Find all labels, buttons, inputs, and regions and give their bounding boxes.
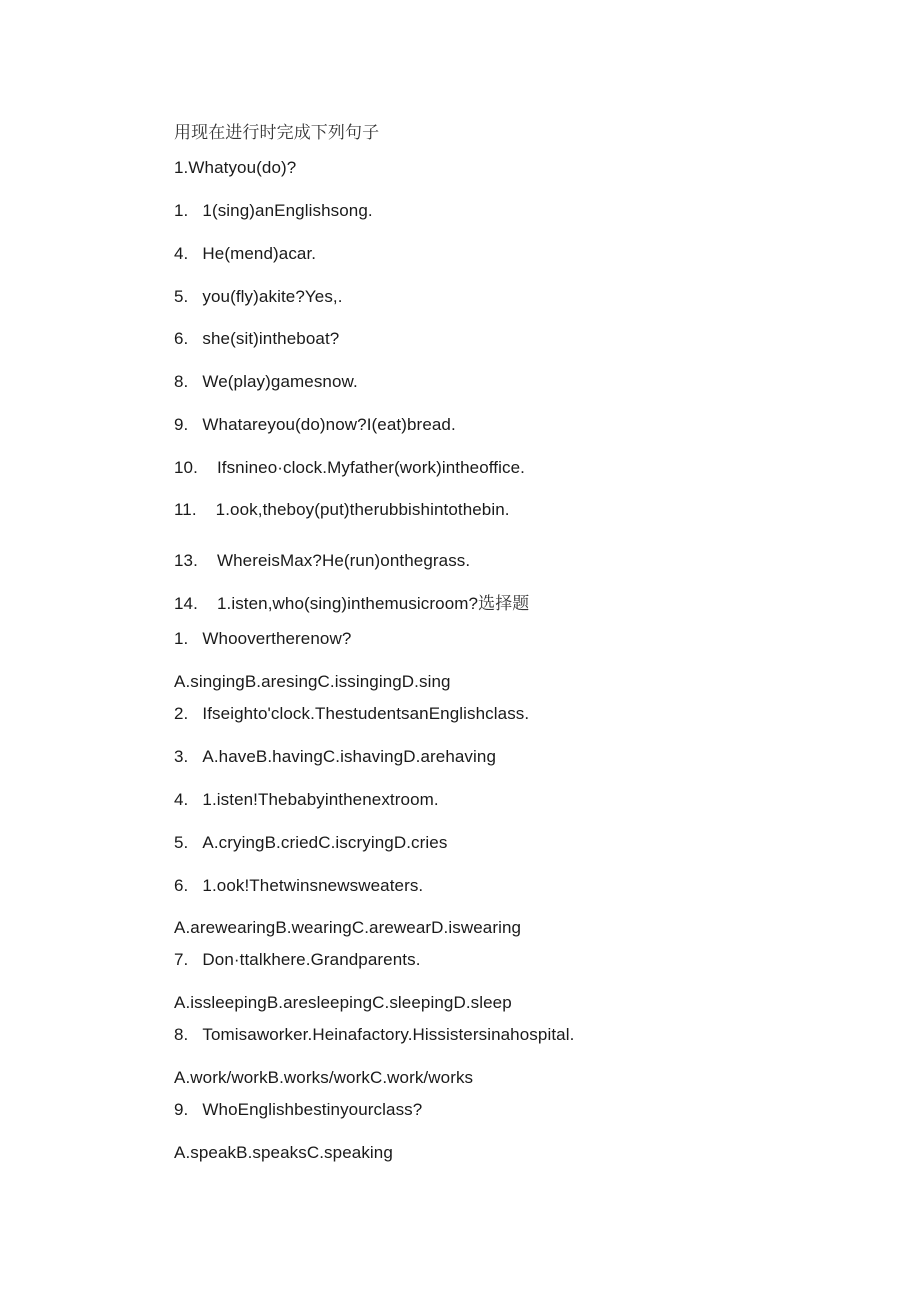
list-item: [174, 789, 439, 811]
item-number: 14.: [174, 594, 198, 613]
list-item: [174, 671, 451, 693]
list-item: [174, 1067, 473, 1089]
item-number: 1.: [174, 629, 189, 648]
item-text: 1.Whatyou(do)?: [174, 158, 297, 177]
list-item: [174, 200, 373, 222]
item-text: 1(sing)anEnglishsong.: [202, 201, 373, 220]
item-number: 5.: [174, 833, 189, 852]
list-item: [174, 593, 529, 615]
list-item: [174, 949, 421, 971]
item-number: 3.: [174, 747, 189, 766]
list-item: [174, 243, 316, 265]
list-item: [174, 550, 470, 572]
item-text: 1.ook!Thetwinsnewsweaters.: [202, 876, 424, 895]
item-number: 8.: [174, 1025, 189, 1044]
item-text: Ifseighto'clock.ThestudentsanEnglishclass.: [202, 704, 530, 723]
item-text: A.cryingB.criedC.iscryingD.cries: [202, 833, 448, 852]
list-item: [174, 832, 447, 854]
item-number: 8.: [174, 372, 189, 391]
item-text: A.singingB.aresingC.issingingD.sing: [174, 672, 451, 691]
item-text: she(sit)intheboat?: [202, 329, 340, 348]
list-item: [174, 157, 296, 179]
item-number: 9.: [174, 1100, 189, 1119]
item-text: Tomisaworker.Heinafactory.Hissistersinahospital.: [202, 1025, 575, 1044]
list-item: [174, 1142, 393, 1164]
item-text: Whoovertherenow?: [202, 629, 352, 648]
list-item: [174, 286, 343, 308]
item-number: 6.: [174, 876, 189, 895]
item-text: WhoEnglishbestinyourclass?: [202, 1100, 423, 1119]
item-text: We(play)gamesnow.: [202, 372, 358, 391]
list-item: [174, 746, 496, 768]
item-text: Don·ttalkhere.Grandparents.: [202, 950, 421, 969]
item-text: A.speakB.speaksC.speaking: [174, 1143, 393, 1162]
item-text: Whatareyou(do)now?I(eat)bread.: [202, 415, 456, 434]
list-item: [174, 499, 510, 521]
list-item: [174, 992, 512, 1014]
item-text: 1.ook,theboy(put)therubbishintothebin.: [215, 500, 510, 519]
item-text: you(fly)akite?Yes,.: [202, 287, 343, 306]
item-text: A.arewearingB.wearingC.arewearD.iswearing: [174, 918, 522, 937]
item-number: 11.: [174, 500, 197, 519]
list-item: [174, 371, 358, 393]
list-item: [174, 917, 521, 939]
item-text: 1.isten!Thebabyinthenextroom.: [202, 790, 439, 809]
item-number: 1.: [174, 201, 189, 220]
list-item: [174, 414, 456, 436]
item-text: 1.isten,who(sing)inthemusicroom?: [216, 594, 479, 613]
list-item: [174, 457, 525, 479]
item-number: 4.: [174, 790, 189, 809]
item-text: A.issleepingB.aresleepingC.sleepingD.sleep: [174, 993, 512, 1012]
item-number: 7.: [174, 950, 189, 969]
item-text: A.haveB.havingC.ishavingD.arehaving: [202, 747, 497, 766]
list-item: [174, 328, 339, 350]
list-item: [174, 1099, 422, 1121]
section-heading: 选择题: [478, 594, 530, 614]
list-item: [174, 1024, 574, 1046]
page-title: 用现在进行时完成下列句子: [174, 123, 380, 143]
item-text: Ifsnineo·clock.Myfather(work)intheoffice.: [216, 458, 525, 477]
item-number: 5.: [174, 287, 189, 306]
item-number: 9.: [174, 415, 189, 434]
item-number: 6.: [174, 329, 189, 348]
list-item: [174, 875, 423, 897]
list-item: [174, 703, 529, 725]
item-number: 2.: [174, 704, 189, 723]
list-item: [174, 628, 351, 650]
item-number: 13.: [174, 551, 198, 570]
item-text: WhereisMax?He(run)onthegrass.: [216, 551, 471, 570]
item-text: A.work/workB.works/workC.work/works: [174, 1068, 474, 1087]
item-number: 10.: [174, 458, 198, 477]
item-text: He(mend)acar.: [202, 244, 317, 263]
item-number: 4.: [174, 244, 189, 263]
